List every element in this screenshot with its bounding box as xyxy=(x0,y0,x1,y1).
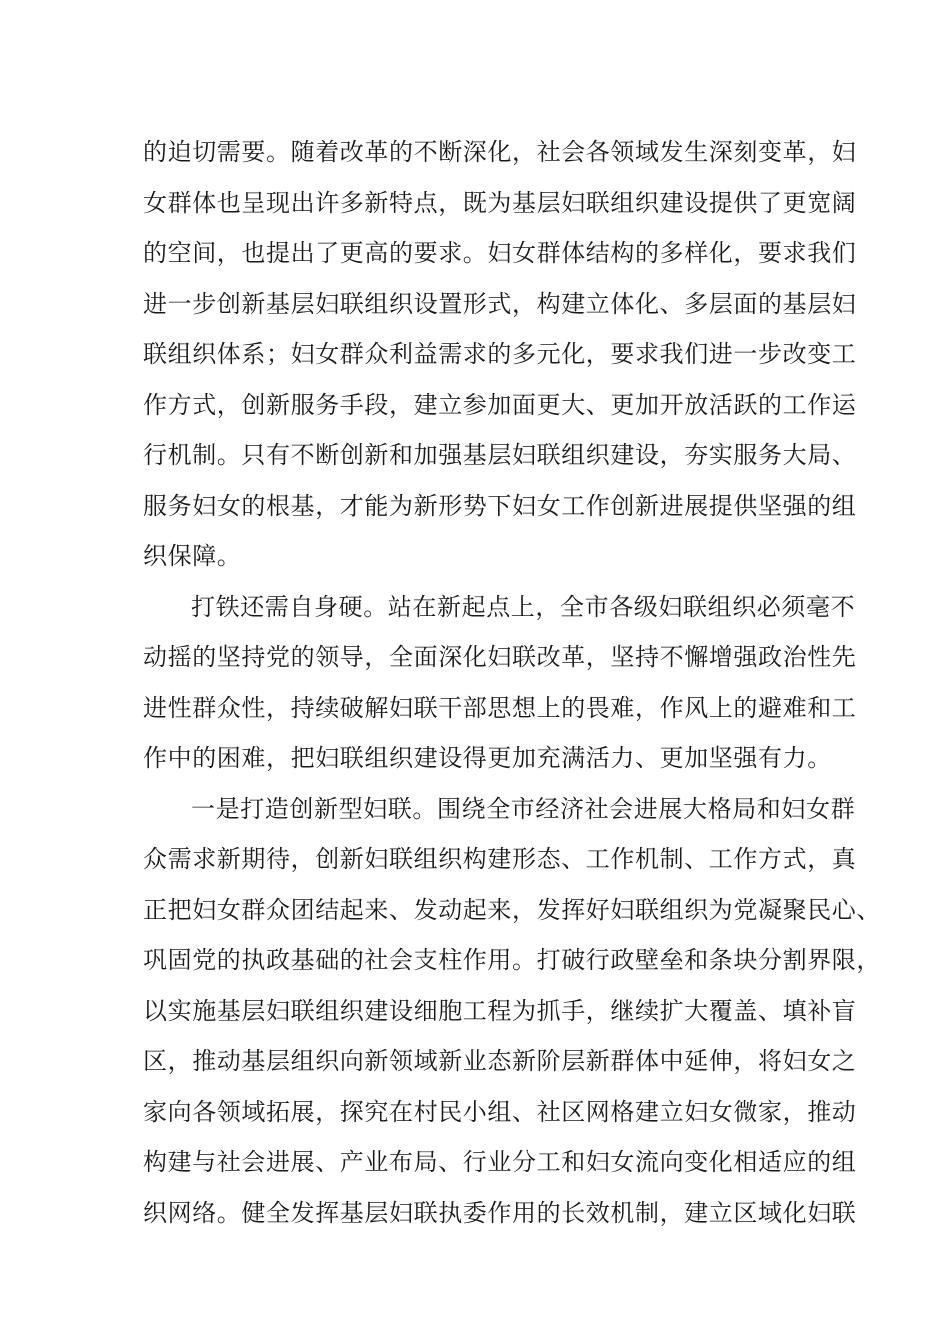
text-line: 联组织体系；妇女群众利益需求的多元化，要求我们进一步改变工 xyxy=(143,340,857,368)
text-line: 动摇的坚持党的领导，全面深化妇联改革，坚持不懈增强政治性先 xyxy=(143,643,857,671)
text-line: 一是打造创新型妇联。围绕全市经济社会进展大格局和妇女群 xyxy=(191,794,856,823)
text-line: 行机制。只有不断创新和加强基层妇联组织建设，夯实服务大局、 xyxy=(143,441,857,469)
text-line: 的空间，也提出了更高的要求。妇女群体结构的多样化，要求我们 xyxy=(143,239,857,267)
text-line: 正把妇女群众团结起来、发动起来，发挥好妇联组织为党凝聚民心、 xyxy=(143,895,881,924)
text-line: 进一步创新基层妇联组织设置形式，构建立体化、多层面的基层妇 xyxy=(143,289,857,318)
text-line: 构建与社会进展、产业布局、行业分工和妇女流向变化相适应的组 xyxy=(143,1148,857,1176)
paragraph-2 xyxy=(143,582,857,784)
paragraph-1 xyxy=(143,127,857,582)
text-line: 区，推动基层组织向新领域新业态新阶层新群体中延伸，将妇女之 xyxy=(143,1047,857,1075)
text-line: 作中的困难，把妇联组织建设得更加充满活力、更加坚强有力。 xyxy=(143,744,832,772)
text-line: 巩固党的执政基础的社会支柱作用。打破行政壁垒和条块分割界限， xyxy=(143,946,881,974)
text-line: 织网络。健全发挥基层妇联执委作用的长效机制，建立区域化妇联 xyxy=(143,1198,857,1227)
document-body xyxy=(143,127,881,1238)
text-line: 进性群众性，持续破解妇联干部思想上的畏难，作风上的避难和工 xyxy=(143,693,857,722)
text-line: 作方式，创新服务手段，建立参加面更大、更加开放活跃的工作运 xyxy=(143,390,857,419)
paragraph-3 xyxy=(143,784,881,1239)
text-line: 服务妇女的根基，才能为新形势下妇女工作创新进展提供坚强的组 xyxy=(143,491,857,520)
text-line: 女群体也呈现出许多新特点，既为基层妇联组织建设提供了更宽阔 xyxy=(143,188,857,217)
text-line: 众需求新期待，创新妇联组织构建形态、工作机制、工作方式，真 xyxy=(143,845,857,873)
text-line: 的迫切需要。随着改革的不断深化，社会各领域发生深刻变革，妇 xyxy=(143,138,857,166)
text-line: 家向各领域拓展，探究在村民小组、社区网格建立妇女微家，推动 xyxy=(143,1097,857,1126)
text-line: 织保障。 xyxy=(143,542,242,570)
text-line: 打铁还需自身硬。站在新起点上，全市各级妇联组织必须毫不 xyxy=(191,592,856,621)
text-line: 以实施基层妇联组织建设细胞工程为抓手，继续扩大覆盖、填补盲 xyxy=(143,996,857,1025)
